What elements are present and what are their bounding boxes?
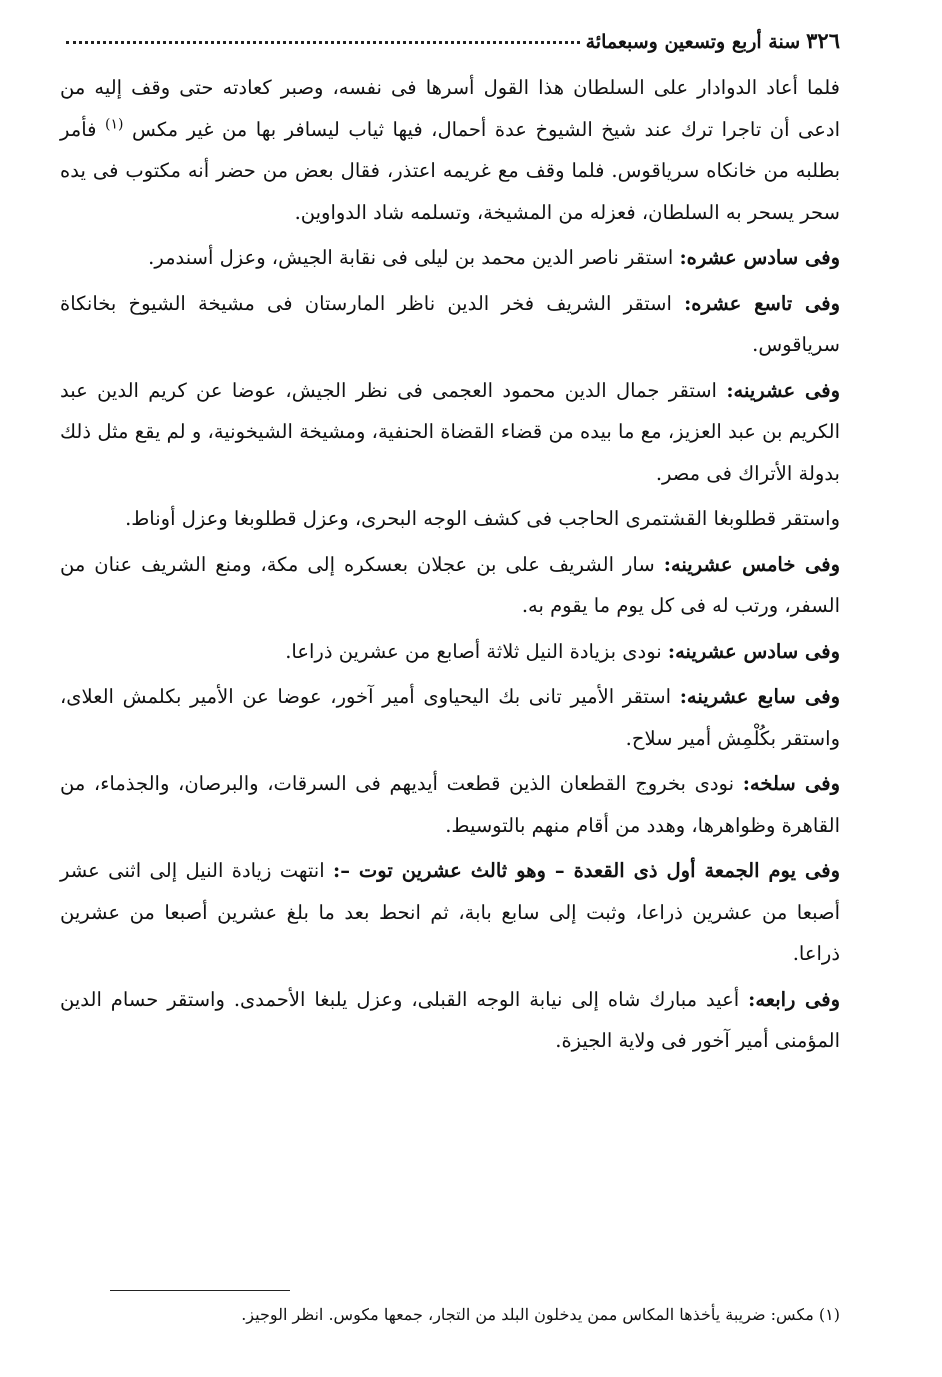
paragraph-text: استقر الأمير تانى بك اليحياوى أمير آخور، عوضا عن الأمير بكلمش العلاى، واستقر بكُلْمِش أمير سلاح. bbox=[60, 685, 840, 750]
paragraph-text: استقر جمال الدين محمود العجمى فى نظر الجيش، عوضا عن كريم الدين عبد الكريم بن عبد العزيز، مع ما بيده من قضاء القضاة الحنفية، ومشيخة الشيخونية، و لم يقع مثل ذلك بدولة الأتراك فى مصر. bbox=[60, 378, 840, 485]
paragraph-text: سار الشريف على بن عجلان بعسكره إلى مكة، ومنع الشريف عنان من السفر، ورتب له فى كل يوم ما يقوم به. bbox=[60, 552, 840, 617]
footnote-text: (١) مكس: ضريبة يأخذها المكاس ممن يدخلون البلد من التجار، جمعها مكوس. انظر الوجيز. bbox=[241, 1305, 840, 1324]
paragraph-text: أعيد مبارك شاه إلى نيابة الوجه القبلى، وعزل يلبغا الأحمدى. واستقر حسام الدين المؤمنى أمير آخور فى ولاية الجيزة. bbox=[60, 987, 840, 1052]
paragraph-4 bbox=[60, 370, 840, 495]
paragraph-text: انتهت زيادة النيل إلى اثنى عشر أصبعا من عشرين ذراعا، وثبت إلى سابع بابة، ثم انحط بعد ما بلغ عشرين أصبعا من عشرين ذراعا. bbox=[60, 859, 840, 965]
paragraph-3 bbox=[60, 283, 840, 366]
paragraph-10 bbox=[60, 850, 840, 975]
paragraph-text: واستقر قطلوبغا القشتمرى الحاجب فى كشف الوجه البحرى، وعزل قطلوبغا وعزل أوناط. bbox=[125, 507, 840, 530]
paragraph-lead: وفى سادس عشره: bbox=[679, 246, 840, 269]
paragraph-5 bbox=[60, 498, 840, 540]
footnote-reference[interactable]: (١) bbox=[105, 116, 124, 132]
paragraph-lead: وفى سلخه: bbox=[742, 772, 840, 795]
paragraph-text: استقر الشريف فخر الدين ناظر المارستان فى مشيخة الشيوخ بخانكاة سرياقوس. bbox=[60, 291, 840, 356]
footnote bbox=[60, 1300, 840, 1330]
paragraph-1 bbox=[60, 67, 840, 233]
header-leader-dots bbox=[66, 41, 580, 44]
paragraph-8 bbox=[60, 676, 840, 759]
paragraph-lead: وفى خامس عشرينه: bbox=[663, 552, 841, 576]
paragraph-text: فلما أعاد الدوادار على السلطان هذا القول أسرها فى نفسه، وصبر كعادته حتى وقف إليه من ادعى أن تاجرا ترك عند شيخ الشيوخ عدة أحمال، فيها ثياب ليسافر بها من غير مكس bbox=[60, 76, 841, 141]
paragraph-lead: وفى رابعه: bbox=[748, 987, 841, 1011]
paragraph-7 bbox=[60, 631, 840, 673]
paragraph-lead: وفى تاسع عشره: bbox=[684, 291, 840, 315]
paragraph-2 bbox=[60, 237, 840, 279]
body-text bbox=[60, 67, 840, 1062]
paragraph-lead: وفى سابع عشرينه: bbox=[679, 685, 840, 708]
page bbox=[60, 28, 840, 1066]
page-number: ٣٢٦ bbox=[806, 28, 840, 53]
paragraph-9 bbox=[60, 763, 840, 846]
paragraph-lead: وفى يوم الجمعة أول ذى القعدة – وهو ثالث عشرين توت –: bbox=[333, 859, 841, 882]
paragraph-lead: وفى عشرينه: bbox=[726, 378, 840, 402]
footnote-divider bbox=[110, 1290, 290, 1291]
paragraph-11 bbox=[60, 979, 840, 1062]
paragraph-lead: وفى سادس عشرينه: bbox=[667, 639, 840, 663]
paragraph-6 bbox=[60, 544, 840, 627]
paragraph-text: نودى بخروج القطعان الذين قطعت أيديهم فى السرقات، والبرصان، والجذماء، من القاهرة وظواهرها، وهدد من أقام منهم بالتوسيط. bbox=[60, 772, 840, 837]
paragraph-text: استقر ناصر الدين محمد بن ليلى فى نقابة الجيش، وعزل أسندمر. bbox=[148, 246, 674, 269]
paragraph-text: فأمر بطلبه من خانكاه سرياقوس. فلما وقف مع غريمه اعتذر، فقال بعض من حضر أنه مكتوب فى يده سحر يسحر به السلطان، فعزله من المشيخة، وتسلمه شاد الدواوين. bbox=[60, 117, 840, 224]
page-header bbox=[60, 28, 840, 59]
paragraph-text: نودى بزيادة النيل ثلاثة أصابع من عشرين ذراعا. bbox=[285, 639, 662, 663]
running-title: سنة أربع وتسعين وسبعمائة bbox=[585, 31, 801, 53]
